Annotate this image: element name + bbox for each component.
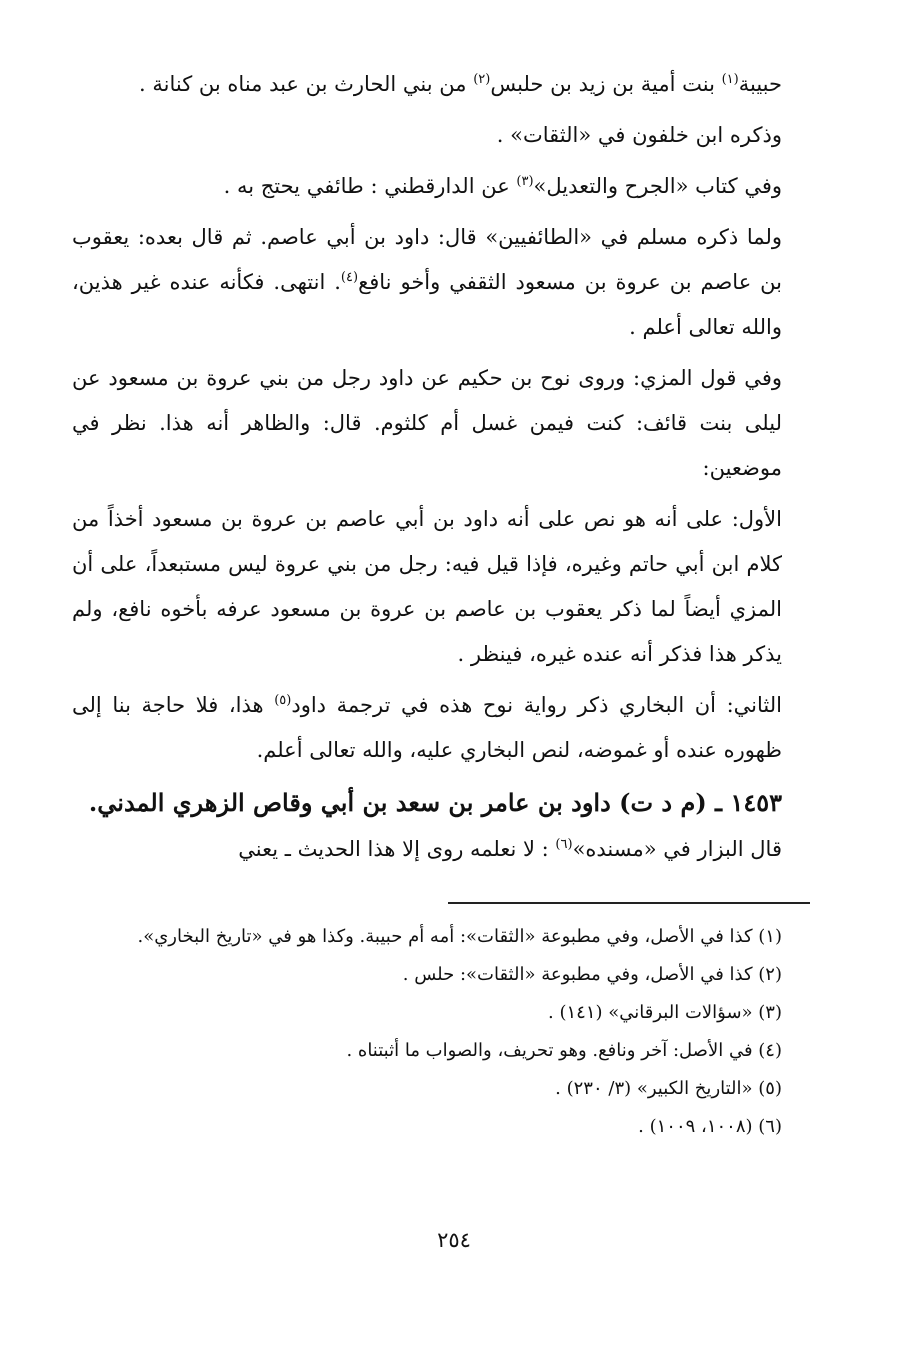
footnote-ref: (٣) [516, 174, 534, 189]
text-segment: قال البزار في «مسنده» [572, 837, 782, 861]
text-segment: . انتهى. فكأنه عنده غير هذين، والله تعالى أعلم . [72, 270, 782, 339]
entry-dash: ـ [706, 788, 723, 817]
footnote: (١) كذا في الأصل، وفي مطبوعة «الثقات»: أمه أم حبيبة. وكذا هو في «تاريخ البخاري». [137, 926, 782, 947]
paragraph [72, 164, 782, 209]
text-segment: عن الدارقطني : طائفي يحتج به . [223, 174, 517, 198]
entry-number: ١٤٥٣ [730, 788, 782, 817]
paragraph [72, 683, 782, 773]
entry-code: (م د ت) [619, 788, 707, 817]
footnote: (٢) كذا في الأصل، وفي مطبوعة «الثقات»: حلس . [402, 964, 782, 985]
text-segment: : لا نعلمه روى إلا هذا الحديث ـ يعني [238, 837, 556, 861]
entry-heading [72, 779, 782, 827]
footnote: (٦) (١٠٠٨، ١٠٠٩) . [638, 1116, 782, 1137]
footnote-ref: (٦) [555, 837, 573, 852]
text-segment: ولما ذكره مسلم في «الطائفيين» قال: داود بن أبي عاصم. ثم قال بعده: يعقوب بن عاصم بن عروة بن مسعود الثقفي وأخو نافع [72, 225, 782, 294]
text-segment: الثاني: أن البخاري ذكر رواية نوح هذه في ترجمة داود [291, 693, 782, 717]
entry-title: داود بن عامر بن سعد بن أبي وقاص الزهري المدني. [88, 788, 611, 817]
text-segment: وفي قول المزي: وروى نوح بن حكيم عن داود رجل من بني عروة بن مسعود عن ليلى بنت قائف: كنت فيمن غسل أم كلثوم. قال: والظاهر أنه هذا. نظر في موضعين: [72, 366, 782, 480]
paragraph [72, 62, 782, 107]
footnote: (٥) «التاريخ الكبير» (٣/ ٢٣٠) . [555, 1078, 782, 1099]
text-segment: حبيبة [738, 72, 782, 96]
page-number: ٢٥٤ [437, 1228, 471, 1252]
paragraph [72, 215, 782, 350]
text-segment: وذكره ابن خلفون في «الثقات» . [496, 123, 782, 147]
text-segment: الأول: على أنه هو نص على أنه داود بن أبي عاصم بن عروة بن مسعود أخذاً من كلام ابن أبي حاتم وغيره، فإذا قيل فيه: رجل من بني عروة ليس مستبعداً، على أن المزي أيضاً لما ذكر يعقوب بن عاصم بن عروة بن مسعود عرفه بأخوه نافع، ولم يذكر هذا فذكر أنه عنده غيره، فينظر . [72, 507, 782, 666]
footnotes [72, 918, 782, 1146]
footnote-separator [448, 902, 810, 904]
paragraph [72, 497, 782, 677]
footnote-ref: (١) [721, 72, 739, 87]
footnote: (٣) «سؤالات البرقاني» (١٤١) . [548, 1002, 782, 1023]
text-segment: هذا، فلا حاجة بنا إلى ظهوره عنده أو غموضه، لنص البخاري عليه، والله تعالى أعلم. [72, 693, 782, 762]
footnote-rule-wrap [72, 878, 782, 918]
text-segment: بنت أمية بن زيد بن حلبس [490, 72, 722, 96]
entry-text [72, 827, 782, 872]
text-segment: وفي كتاب «الجرح والتعديل» [533, 174, 782, 198]
text-segment: من بني الحارث بن عبد مناه بن كنانة . [139, 72, 474, 96]
paragraph [72, 356, 782, 491]
footnote-ref: (٤) [340, 270, 359, 285]
main-text [72, 62, 782, 773]
paragraph [72, 113, 782, 158]
footnote-ref: (٥) [274, 693, 292, 708]
footnote-ref: (٢) [473, 72, 491, 87]
footnote: (٤) في الأصل: آخر ونافع. وهو تحريف، والصواب ما أثبتناه . [346, 1040, 782, 1061]
